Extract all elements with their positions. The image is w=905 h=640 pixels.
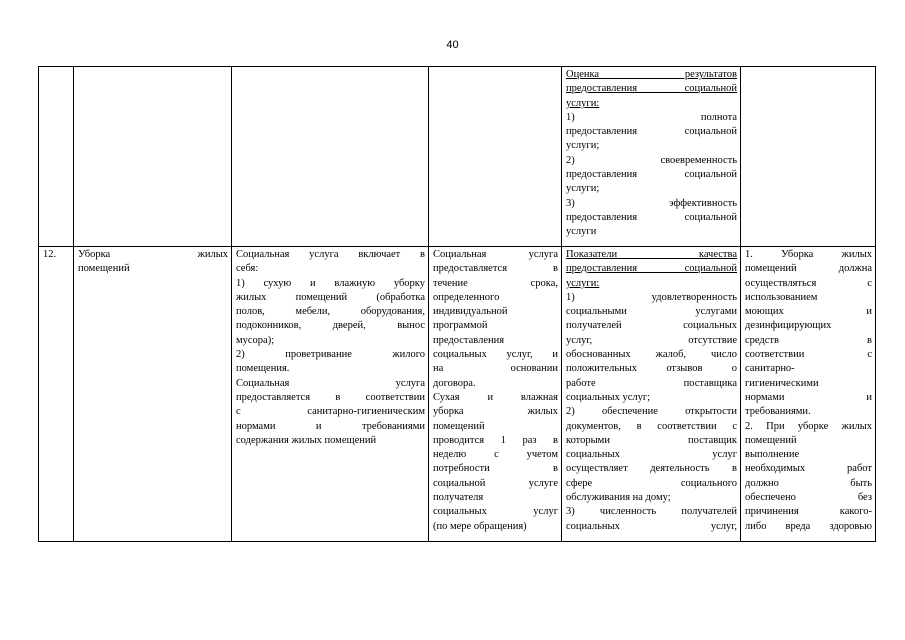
- cell-text-line: причинения какого-: [745, 506, 872, 518]
- cell-text-line: предоставления социальной: [566, 126, 737, 138]
- cell-text-line: которыми поставщик: [566, 434, 737, 446]
- cell-text-line: Оценка результатов: [566, 69, 737, 80]
- cell-quality-indicators: [562, 247, 741, 542]
- cell-text-line: предоставления социальной: [566, 169, 737, 181]
- cell-text-line: договора.: [433, 377, 476, 389]
- cell-text-line: обеспечено без: [745, 492, 872, 504]
- cell-text-line: определенного: [433, 291, 500, 303]
- cell-text-line: осуществляет деятельность в: [566, 463, 737, 475]
- cell-number: [39, 247, 74, 542]
- cell-text-line: проводится 1 раз в: [433, 434, 558, 446]
- cell-number: [39, 67, 74, 247]
- cell-text-line: должно быть: [745, 477, 872, 489]
- cell-text-line: 2) своевременность: [566, 154, 737, 166]
- cell-text-line: помещения.: [236, 363, 290, 375]
- cell-text-line: положительных отзывов о: [566, 363, 737, 375]
- cell-service-description: [232, 247, 429, 542]
- cell-text-line: социальными услугами: [566, 306, 737, 318]
- cell-service-name: [74, 67, 232, 247]
- cell-text-line: Социальная услуга: [433, 249, 558, 260]
- cell-text-line: потребности в: [433, 463, 558, 475]
- cell-conditions: [741, 67, 876, 247]
- cell-text-line: нормами и: [745, 391, 872, 403]
- cell-text-line: услуги;: [566, 183, 600, 195]
- cell-text-line: выполнение: [745, 449, 800, 461]
- cell-text-line: уборка жилых: [433, 406, 558, 418]
- table-row-12: [39, 247, 876, 542]
- cell-conditions: [741, 247, 876, 542]
- cell-text-line: Социальная услуга: [236, 377, 425, 389]
- cell-text-line: услуги: [566, 226, 597, 238]
- cell-text-line: социальных услуг;: [566, 391, 651, 403]
- services-table: [38, 66, 876, 542]
- cell-text-line: 2. При уборке жилых: [745, 420, 872, 432]
- cell-text-line: помещений должна: [745, 263, 872, 275]
- page-number: 40: [446, 39, 459, 51]
- cell-text-line: (по мере обращения): [433, 520, 527, 532]
- cell-text-line: требованиями.: [745, 406, 811, 418]
- cell-text-line: обслуживания на дому;: [566, 492, 671, 504]
- cell-text-line: услуг, отсутствие: [566, 334, 737, 346]
- cell-text-line: помещений: [745, 434, 797, 446]
- cell-text-line: социальных услуг,: [566, 520, 737, 532]
- table-row-continued: [39, 67, 876, 247]
- cell-text-line: социальной услуге: [433, 477, 558, 489]
- cell-text-line: содержания жилых помещений: [236, 434, 377, 446]
- cell-text-line: соответствии с: [745, 349, 872, 361]
- cell-service-description: [232, 67, 429, 247]
- cell-text-line: использованием: [745, 291, 818, 303]
- cell-text-line: 2) проветривание жилого: [236, 349, 425, 361]
- cell-text-line: мусора);: [236, 334, 275, 346]
- cell-text-line: социальных услуг: [566, 449, 737, 461]
- cell-text-line: течение срока,: [433, 277, 558, 289]
- cell-text-line: жилых помещений (обработка: [236, 291, 425, 303]
- cell-text-line: 1. Уборка жилых: [745, 249, 872, 260]
- cell-text-line: услуги:: [566, 277, 600, 289]
- cell-text-line: полов, мебели, оборудования,: [236, 306, 425, 318]
- cell-text-line: необходимых работ: [745, 463, 872, 475]
- cell-text-line: неделю с учетом: [433, 449, 558, 461]
- cell-text-line: помещений: [78, 263, 130, 275]
- cell-text-line: 2) обеспечение открытости: [566, 406, 737, 418]
- cell-text-line: моющих и: [745, 306, 872, 318]
- cell-text-line: подоконников, дверей, вынос: [236, 320, 425, 332]
- cell-text-line: предоставления социальной: [566, 211, 737, 223]
- cell-text-line: программой: [433, 320, 488, 332]
- cell-text-line: предоставления: [433, 334, 505, 346]
- cell-text-line: сфере социального: [566, 477, 737, 489]
- row-number: 12.: [43, 249, 57, 260]
- cell-text-line: Сухая и влажная: [433, 391, 558, 403]
- cell-text-line: индивидуальной: [433, 306, 508, 318]
- cell-text-line: либо вреда здоровью: [745, 520, 872, 532]
- cell-text-line: получателей социальных: [566, 320, 737, 332]
- cell-text-line: Социальная услуга включает в: [236, 249, 425, 260]
- cell-text-line: 1) сухую и влажную уборку: [236, 277, 425, 289]
- cell-text-line: нормами и требованиями: [236, 420, 425, 432]
- cell-text-line: Показатели качества: [566, 249, 737, 260]
- cell-text-line: Уборка жилых: [78, 249, 228, 260]
- cell-text-line: с санитарно-гигиеническим: [236, 406, 425, 418]
- cell-text-line: 3) численность получателей: [566, 506, 737, 518]
- cell-quality-indicators: [562, 67, 741, 247]
- cell-text-line: на основании: [433, 363, 558, 375]
- cell-text-line: предоставляется в соответствии: [236, 391, 425, 403]
- cell-text-line: предоставления социальной: [566, 83, 737, 95]
- cell-text-line: работе поставщика: [566, 377, 737, 389]
- cell-text-line: услуги:: [566, 97, 600, 109]
- cell-text-line: предоставления социальной: [566, 263, 737, 275]
- cell-text-line: средств в: [745, 334, 872, 346]
- cell-service-name: [74, 247, 232, 542]
- cell-text-line: 1) удовлетворенность: [566, 291, 737, 303]
- cell-text-line: 1) полнота: [566, 111, 737, 123]
- cell-text-line: обоснованных жалоб, число: [566, 349, 737, 361]
- cell-text-line: услуги;: [566, 140, 600, 152]
- cell-text-line: социальных услуг: [433, 506, 558, 518]
- cell-service-terms: [429, 67, 562, 247]
- cell-text-line: предоставляется в: [433, 263, 558, 275]
- cell-text-line: санитарно-: [745, 363, 795, 375]
- cell-text-line: осуществляться с: [745, 277, 872, 289]
- cell-service-terms: [429, 247, 562, 542]
- cell-text-line: себя:: [236, 263, 259, 275]
- cell-text-line: гигиеническими: [745, 377, 819, 389]
- cell-text-line: 3) эффективность: [566, 197, 737, 209]
- cell-text-line: дезинфицирующих: [745, 320, 832, 332]
- cell-text-line: помещений: [433, 420, 485, 432]
- cell-text-line: социальных услуг, и: [433, 349, 558, 361]
- cell-text-line: получателя: [433, 492, 484, 504]
- cell-text-line: документов, в соответствии с: [566, 420, 737, 432]
